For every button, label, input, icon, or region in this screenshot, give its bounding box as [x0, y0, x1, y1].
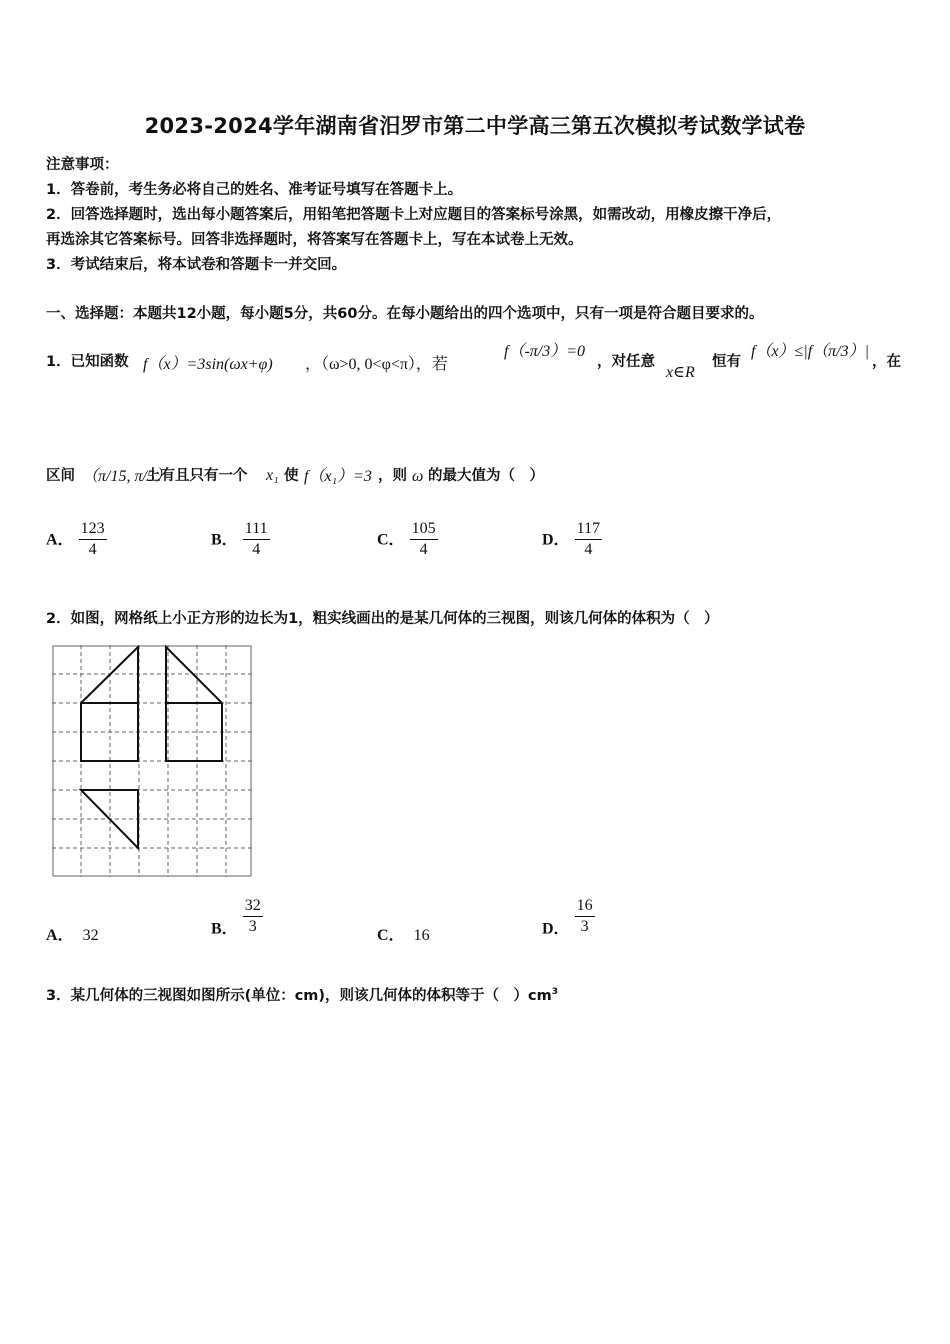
- q1-omega: ω: [412, 468, 424, 485]
- q1-x1: x₁: [266, 467, 279, 484]
- notice-item: 1．答卷前，考生务必将自己的姓名、准考证号填写在答题卡上。: [46, 182, 463, 198]
- q1-option-a[interactable]: [46, 520, 107, 560]
- q1-text: 区间: [46, 468, 75, 484]
- q1-text: ，对任意: [597, 354, 655, 370]
- option-label: A．: [46, 531, 74, 549]
- q1-interval: （π/15, π/5）: [82, 468, 171, 485]
- q1-option-c[interactable]: [377, 520, 438, 560]
- option-label: D．: [542, 531, 570, 549]
- option-label: D．: [542, 920, 570, 938]
- option-fraction: $\frac{117}{4}$: [576, 520, 601, 559]
- option-value: 16: [413, 927, 430, 944]
- q1-option-d[interactable]: [542, 520, 602, 560]
- option-fraction: $\frac{111}{4}$: [244, 520, 268, 559]
- notice-item: 2．回答选择题时，选出每小题答案后，用铅笔把答题卡上对应题目的答案标号涂黑，如需改动，用橡皮擦干净后，: [46, 207, 782, 223]
- three-view-grid-figure: [52, 645, 252, 877]
- notice-item: 3．考试结束后，将本试卷和答题卡一并交回。: [46, 257, 347, 273]
- q3-text: [46, 984, 558, 1005]
- notice-item: 再选涂其它答案标号。回答非选择题时，将答案写在答题卡上，写在本试卷上无效。: [46, 232, 583, 248]
- option-value: 32: [82, 927, 99, 944]
- q1-inequality: f（x）≤|f（π/3）|: [751, 343, 870, 360]
- q1-fx1: f（x₁）=3: [304, 468, 372, 485]
- page-title: 2023-2024学年湖南省汨罗市第二中学高三第五次模拟考试数学试卷: [144, 114, 806, 138]
- q1-text: 恒有: [712, 354, 741, 370]
- option-label: C．: [377, 531, 405, 549]
- notice-heading: 注意事项：: [46, 157, 119, 173]
- option-fraction: $\frac{105}{4}$: [411, 520, 436, 559]
- section-heading: 一、选择题：本题共12小题，每小题5分，共60分。在每小题给出的四个选项中，只有一项是符合题目要求的。: [46, 306, 764, 322]
- option-label: B．: [211, 920, 238, 938]
- q1-text: ，则: [378, 468, 407, 484]
- q2-text: 2．如图，网格纸上小正方形的边长为1，粗实线画出的是某几何体的三视图，则该几何体的体积为（ ）: [46, 611, 719, 627]
- option-fraction: $\frac{123}{4}$: [80, 520, 105, 559]
- q3-superscript: 3: [551, 987, 559, 998]
- q1-text: 使: [284, 468, 299, 484]
- q2-option-c[interactable]: [377, 922, 430, 945]
- q1-condition: ，（ω>0, 0<φ<π），若: [305, 356, 448, 373]
- q2-option-a[interactable]: [46, 922, 99, 945]
- option-label: B．: [211, 531, 238, 549]
- q2-option-b[interactable]: [211, 897, 263, 938]
- option-label: C．: [377, 927, 405, 944]
- option-label: A．: [46, 927, 74, 944]
- q1-domain: x∈R: [666, 364, 695, 381]
- q2-option-d[interactable]: [542, 897, 595, 938]
- option-fraction: $\frac{16}{3}$: [576, 897, 593, 936]
- q1-number: 1．已知函数: [46, 354, 129, 370]
- q3-body: 3．某几何体的三视图如图所示(单位：cm)，则该几何体的体积等于（ ）cm: [46, 988, 552, 1004]
- option-fraction: $\frac{32}{3}$: [244, 897, 261, 936]
- q1-text: ，在: [872, 354, 901, 370]
- q1-zero-condition: f（-π/3）=0: [504, 343, 586, 360]
- q1-text: 的最大值为（ ）: [428, 468, 544, 484]
- q1-text: 上有且只有一个: [146, 468, 248, 484]
- q1-option-b[interactable]: [211, 520, 270, 560]
- q1-function: f（x）=3sin(ωx+φ): [143, 356, 273, 373]
